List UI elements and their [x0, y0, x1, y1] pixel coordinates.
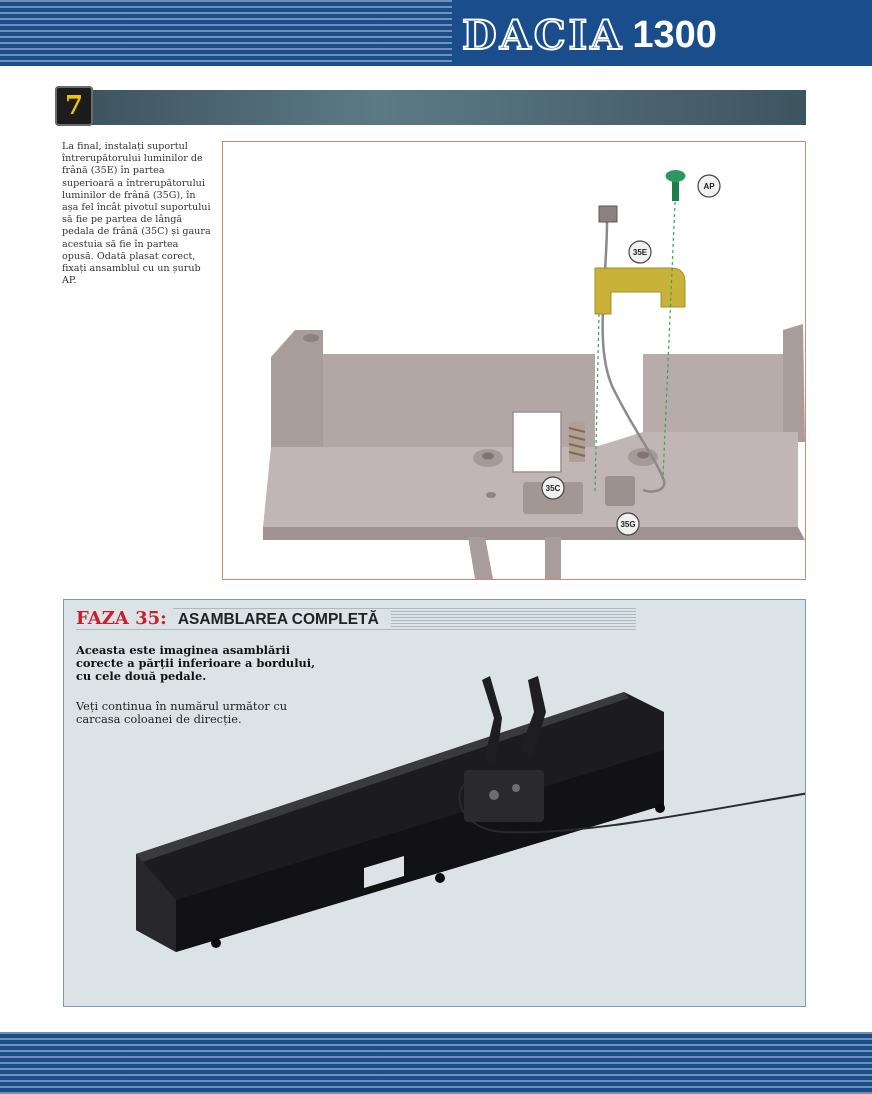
- phase-note: Veți continua în numărul următor cu carcasa coloanei de direcție.: [76, 699, 288, 726]
- callout-35e-label: 35E: [632, 248, 648, 257]
- dash-back-wall-right: [643, 354, 798, 432]
- step-number: 7: [55, 86, 93, 126]
- wire-connector: [599, 206, 617, 222]
- callout-35g-label: 35G: [620, 520, 636, 529]
- phase-heading: ASAMBLAREA COMPLETĂ: [178, 611, 385, 628]
- callout-ap-label: AP: [703, 182, 715, 191]
- pedal-stem-right: [545, 537, 561, 579]
- callout-35g: [617, 513, 639, 535]
- callout-ap: [698, 175, 720, 197]
- callout-35e: [629, 241, 651, 263]
- step-instructions: La final, instalați suportul întrerupătorului luminilor de frână (35E) în partea superioară a întrerupătorului luminilor de frână (35G), în așa fel încât pivotul suportului să fie pe partea de lângă pedala de frână (35C) și gaura acestuia să fie în partea opusă. Odată plasat corect, fixați ansamblul cu un șurub AP.: [62, 141, 211, 287]
- assembly-illustration: [222, 141, 806, 580]
- brand-model: 1300: [632, 13, 717, 56]
- complete-assembly-photo: [64, 600, 805, 1006]
- header-bar: [0, 0, 872, 66]
- callout-35c-label: 35C: [545, 484, 561, 493]
- dash-opening: [513, 412, 561, 472]
- callout-35c: [542, 477, 564, 499]
- step-header-bar: [92, 90, 806, 125]
- brake-switch: [605, 476, 635, 506]
- assembly-drawing: [223, 142, 805, 579]
- pedal-stem-left: [468, 537, 493, 579]
- phase-label: FAZA 35:: [76, 608, 173, 629]
- phase-lead: Aceasta este imaginea asamblării corecte a părții inferioare a bordului, cu cele două pedale.: [76, 643, 316, 683]
- brand-logo: [462, 12, 717, 58]
- dash-front-lip: [263, 527, 805, 540]
- phase-panel: [63, 599, 806, 1007]
- dash-left-hole: [303, 334, 319, 342]
- footer-bar: [0, 1032, 872, 1094]
- dash-right-end: [783, 324, 805, 442]
- brand-name: DACIA: [462, 11, 625, 59]
